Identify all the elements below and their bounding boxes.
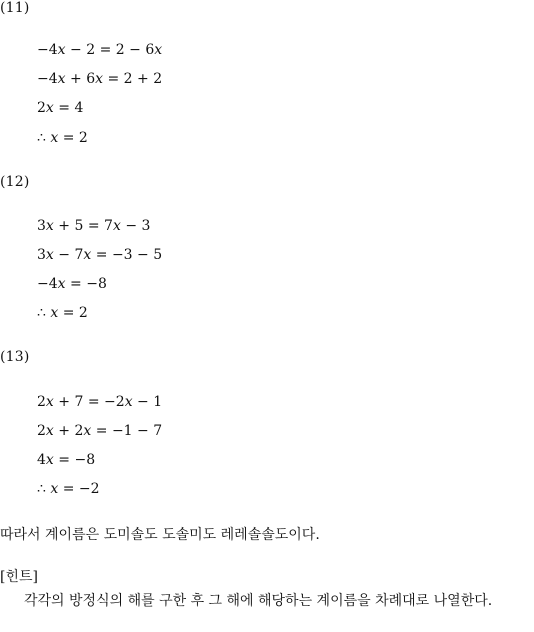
conclusion-text: 따라서 계이름은 도미솔도 도솔미도 레레솔솔도이다. — [0, 527, 320, 543]
equation-step: −4x + 6x = 2 + 2 — [37, 71, 163, 87]
equation-step: 2x + 2x = −1 − 7 — [37, 423, 163, 439]
hint-label: [힌트] — [0, 569, 38, 585]
equation-step: 2x + 7 = −2x − 1 — [37, 394, 163, 410]
equation-step: 3x + 5 = 7x − 3 — [37, 218, 151, 234]
equation-step: 4x = −8 — [37, 452, 96, 468]
equation-step-answer: ∴ x = 2 — [37, 305, 88, 321]
problem-label: (13) — [0, 349, 30, 365]
equation-step-answer: ∴ x = −2 — [37, 481, 100, 497]
equation-step: −4x − 2 = 2 − 6x — [37, 42, 163, 58]
equation-step: 2x = 4 — [37, 100, 84, 116]
problem-label: (11) — [0, 0, 30, 16]
equation-step: −4x = −8 — [37, 276, 107, 292]
equation-step: 3x − 7x = −3 − 5 — [37, 247, 163, 263]
equation-step-answer: ∴ x = 2 — [37, 130, 88, 146]
problem-label: (12) — [0, 174, 30, 190]
hint-text: 각각의 방정식의 해를 구한 후 그 해에 해당하는 계이름을 차례대로 나열한다. — [24, 593, 493, 609]
